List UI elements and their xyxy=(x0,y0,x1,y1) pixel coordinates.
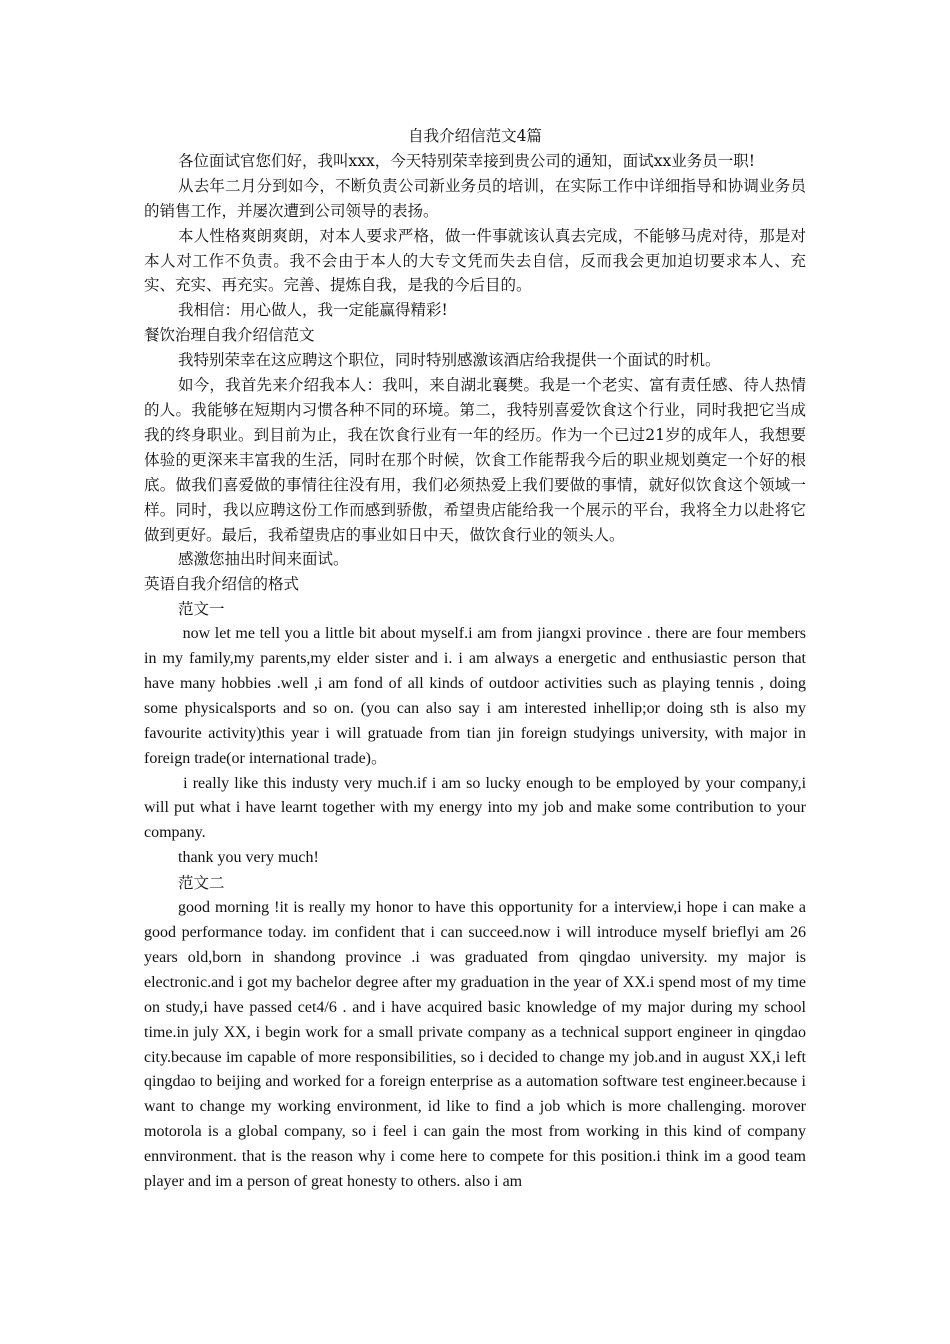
paragraph: i really like this industy very much.if i am so lucky enough to be employed by your company,i will put what i have learnt together with my energy into my job and make some contribution to your company. xyxy=(144,774,811,842)
section-heading: 餐饮治理自我介绍信范文 xyxy=(144,326,315,345)
paragraph: 本人性格爽朗爽朗，对本人要求严格，做一件事就该认真去完成，不能够马虎对待，那是对本人对工作不负责。我不会由于本人的大专文凭而失去自信，反而我会更加迫切要求本人、充实、充实、再充实。完善、提炼自我，是我的今后目的。 xyxy=(144,226,806,295)
paragraph: now let me tell you a little bit about myself.i am from jiangxi province . there are four members in my family,my parents,my elder sister and i. i am always a energetic and enthusiastic person that have many hobbies .well ,i am fond of all kinds of outdoor activities such as playing tennis , doing some physicalsports and so on. (you can also say i am interested inhellip;or doing sth is also my favourite activity)this year i will gratuade from tian jin foreign studyings university, with major in foreign trade(or international trade)。 xyxy=(144,625,811,767)
document-title: 自我介绍信范文4篇 xyxy=(408,127,542,145)
paragraph: thank you very much! xyxy=(178,849,319,867)
paragraph: 感激您抽出时间来面试。 xyxy=(178,550,349,569)
paragraph: 从去年二月分到如今，不断负责公司新业务员的培训，在实际工作中详细指导和协调业务员的销售工作，并屡次遭到公司领导的表扬。 xyxy=(144,176,806,220)
paragraph: 我特别荣幸在这应聘这个职位，同时特别感激该酒店给我提供一个面试的时机。 xyxy=(178,351,721,370)
paragraph: 各位面试官您们好，我叫xxx，今天特别荣幸接到贵公司的通知，面试xx业务员一职! xyxy=(178,151,755,170)
document-page xyxy=(144,124,811,1195)
section-heading: 英语自我介绍信的格式 xyxy=(144,575,300,594)
paragraph: 如今，我首先来介绍我本人：我叫，来自湖北襄樊。我是一个老实、富有责任感、待人热情的人。我能够在短期内习惯各种不同的环境。第二，我特别喜爱饮食这个行业，同时我把它当成我的终身职业。到目前为止，我在饮食行业有一年的经历。作为一个已过21岁的成年人，我想要体验的更深来丰富我的生活，同时在那个时候，饮食工作能帮我今后的职业规划奠定一个好的根底。做我们喜爱做的事情往往没有用，我们必须热爱上我们要做的事情，就好似饮食这个领域一样。同时，我以应聘这份工作而感到骄傲，希望贵店能给我一个展示的平台，我将全力以赴将它做到更好。最后，我希望贵店的事业如日中天，做饮食行业的领头人。 xyxy=(144,376,806,544)
sample-label: 范文一 xyxy=(178,600,225,619)
sample-label: 范文二 xyxy=(178,874,225,893)
paragraph: 我相信：用心做人，我一定能赢得精彩! xyxy=(178,301,448,320)
paragraph: good morning !it is really my honor to have this opportunity for a interview,i hope i can make a good performance today. im confident that i can succeed.now i will introduce myself brieflyi am 26 years old,born in shandong province .i was graduated from qingdao university. my major is electronic.and i got my bachelor degree after my graduation in the year of XX.i spend most of my time on study,i have passed cet4/6 . and i have acquired basic knowledge of my major during my school time.in july XX, i begin work for a small private company as a technical support engineer in qingdao city.because im capable of more responsibilities, so i decided to change my job.and in august XX,i left qingdao to beijing and worked for a foreign enterprise as a automation software test engineer.because i want to change my working environment, id like to find a job which is more challenging. morover motorola is a global company, so i feel i can gain the most from working in this kind of company ennvironment. that is the reason why i come here to compete for this position.i think im a good team player and im a person of great honesty to others. also i am xyxy=(144,899,806,1191)
